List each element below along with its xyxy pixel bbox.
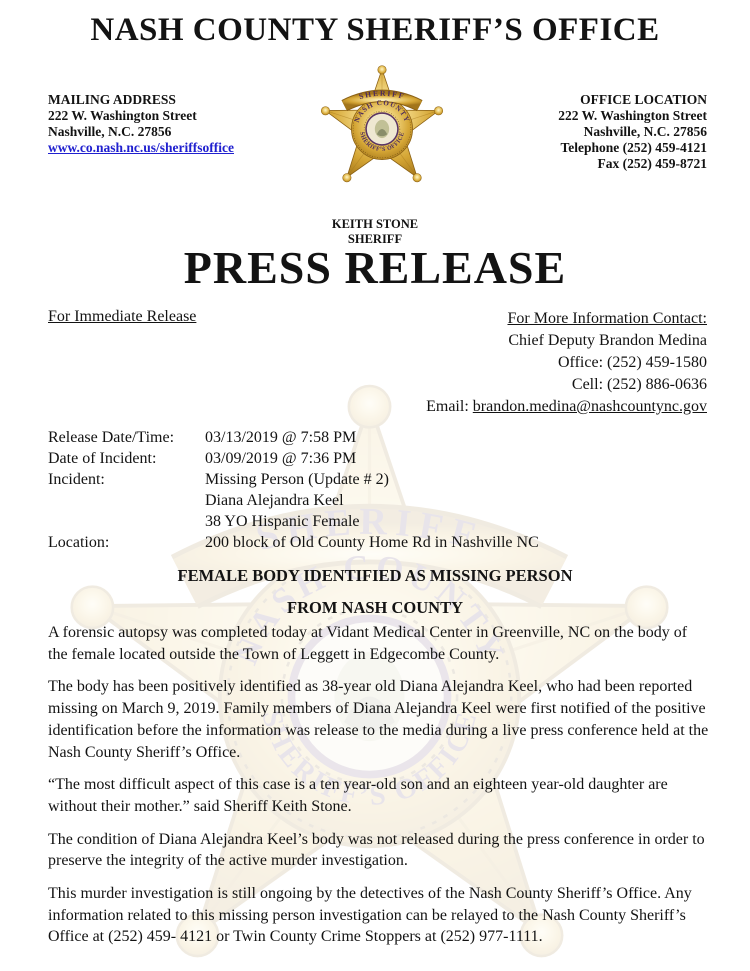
detail-label: Date of Incident:: [48, 450, 157, 467]
mailing-address-street: 222 W. Washington Street: [48, 108, 197, 123]
sheriff-title: SHERIFF: [347, 232, 403, 246]
press-release-body: [48, 622, 709, 959]
row-release-datetime: [48, 427, 539, 448]
contact-email-line: [426, 396, 707, 418]
row-date-of-incident: [48, 448, 539, 469]
row-location: [48, 532, 539, 553]
contact-office-phone: Office: (252) 459-1580: [558, 354, 707, 371]
contact-cell-phone: Cell: (252) 886-0636: [571, 376, 707, 393]
office-location-street: 222 W. Washington Street: [558, 108, 707, 123]
sheriff-badge-icon: [317, 64, 447, 194]
mailing-address-city: Nashville, N.C. 27856: [48, 124, 172, 139]
press-release-title: PRESS RELEASE: [183, 242, 567, 293]
contact-name: Chief Deputy Brandon Medina: [508, 332, 707, 349]
row-incident: [48, 469, 539, 490]
headline-primary: FEMALE BODY IDENTIFIED AS MISSING PERSON: [177, 566, 573, 585]
detail-value: Missing Person (Update # 2): [205, 471, 389, 488]
agency-title: NASH COUNTY SHERIFF’S OFFICE: [90, 12, 660, 48]
office-location-heading: OFFICE LOCATION: [580, 92, 707, 107]
office-location-telephone: Telephone (252) 459-4121: [560, 140, 707, 155]
sheriff-name: KEITH STONE: [331, 217, 419, 231]
office-location-city: Nashville, N.C. 27856: [583, 124, 707, 139]
contact-email-label: Email:: [426, 398, 473, 415]
row-incident-description: [48, 511, 539, 532]
detail-value: 03/13/2019 @ 7:58 PM: [205, 429, 357, 446]
mailing-address-block: [48, 92, 234, 156]
contact-heading: For More Information Contact:: [507, 310, 707, 327]
paragraph-identification: The body has been positively identified as 38-year old Diana Alejandra Keel, who had been reported missing on March 9, 2019. Family members of Diana Alejandra Keel were first notified of the positive identification before the information was release to the media during a live press conference held at the Nash County Sheriff’s Office.: [48, 678, 709, 761]
paragraph-condition: The condition of Diana Alejandra Keel’s body was not released during the press conference in order to preserve the integrity of the active murder investigation.: [48, 830, 705, 870]
detail-label: Location:: [48, 534, 110, 551]
incident-details: [48, 427, 539, 553]
mailing-address-heading: MAILING ADDRESS: [48, 92, 176, 107]
detail-value: 03/09/2019 @ 7:36 PM: [205, 450, 357, 467]
detail-label: Incident:: [48, 471, 105, 488]
sheriffs-office-website-link[interactable]: www.co.nash.nc.us/sheriffsoffice: [48, 140, 234, 155]
contact-email-link[interactable]: brandon.medina@nashcountync.gov: [472, 398, 707, 415]
paragraph-sheriff-quote: “The most difficult aspect of this case is a ten year-old son and an eighteen year-old daughter are without their mother.” said Sheriff Keith Stone.: [48, 776, 668, 815]
paragraph-investigation: This murder investigation is still ongoing by the detectives of the Nash County Sheriff’s Office. Any information related to this missing person investigation can be relayed to the Nash County Sheriff’s Office at (252) 459- 4121 or Twin County Crime Stoppers at (252) 977-1111.: [48, 885, 692, 946]
headline-secondary: FROM NASH COUNTY: [287, 598, 463, 617]
detail-label: Release Date/Time:: [48, 429, 175, 446]
contact-block: [426, 308, 707, 418]
for-immediate-release-label: For Immediate Release: [48, 308, 197, 325]
office-location-fax: Fax (252) 459-8721: [597, 156, 707, 171]
office-location-block: [558, 92, 707, 172]
detail-value: Diana Alejandra Keel: [205, 492, 344, 509]
detail-value: 38 YO Hispanic Female: [205, 513, 360, 530]
paragraph-autopsy: A forensic autopsy was completed today at Vidant Medical Center in Greenville, NC on the body of the female located outside the Town of Leggett in Edgecombe County.: [48, 624, 688, 663]
row-incident-person: [48, 490, 539, 511]
detail-value: 200 block of Old County Home Rd in Nashville NC: [205, 534, 539, 551]
